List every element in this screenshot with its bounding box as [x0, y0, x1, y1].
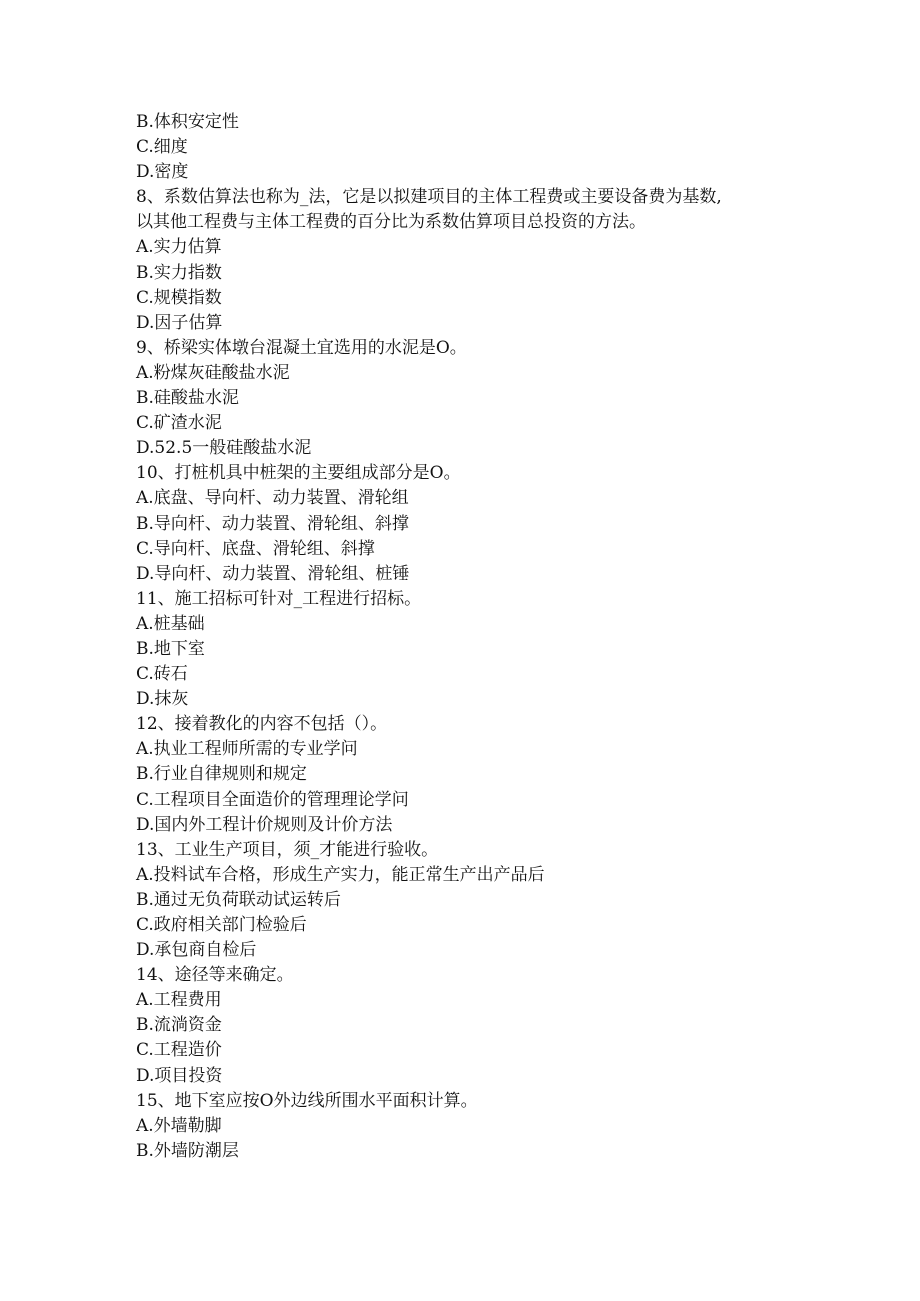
question-line: 10、打桩机具中桩架的主要组成部分是O。 — [136, 463, 461, 484]
option-line: A.底盘、导向杆、动力装置、滑轮组 — [136, 488, 409, 509]
question-line: 9、桥梁实体墩台混凝土宜选用的水泥是O。 — [136, 337, 467, 358]
option-line: D.密度 — [136, 162, 189, 183]
option-line: C.工程造价 — [136, 1040, 222, 1061]
option-line: A.粉煤灰硅酸盐水泥 — [136, 362, 290, 383]
question-line: 13、工业生产项目，须_才能进行验收。 — [136, 839, 439, 860]
option-line: D.承包商自检后 — [136, 940, 257, 961]
option-line: B.流淌资金 — [136, 1015, 222, 1036]
option-line: C.规模指数 — [136, 287, 222, 308]
option-line: D.导向杆、动力装置、滑轮组、桩锤 — [136, 563, 410, 584]
option-line: A.工程费用 — [136, 990, 222, 1011]
option-line: C.细度 — [136, 137, 188, 158]
option-line: B.实力指数 — [136, 262, 222, 283]
option-line: C.矿渣水泥 — [136, 413, 222, 434]
option-line: D.国内外工程计价规则及计价方法 — [136, 814, 393, 835]
option-line: D.抹灰 — [136, 689, 189, 710]
question-line: 11、施工招标可针对_工程进行招标。 — [136, 588, 422, 609]
option-line: B.地下室 — [136, 638, 205, 659]
option-line: A.实力估算 — [136, 237, 222, 258]
option-line: A.执业工程师所需的专业学问 — [136, 739, 358, 760]
option-line: A.外墙勒脚 — [136, 1115, 222, 1136]
option-line: B.体积安定性 — [136, 112, 239, 132]
option-line: C.政府相关部门检验后 — [136, 915, 307, 935]
option-line: D.52.5一般硅酸盐水泥 — [136, 438, 312, 459]
question-line: 8、系数估算法也称为_法，它是以拟建项目的主体工程费或主要设备费为基数, — [136, 187, 722, 208]
question-line: 14、途径等来确定。 — [136, 965, 294, 986]
option-line: C.砖石 — [136, 664, 188, 685]
option-line: B.导向杆、动力装置、滑轮组、斜撑 — [136, 513, 409, 534]
option-line: C.工程项目全面造价的管理理论学问 — [136, 789, 409, 810]
option-line: B.外墙防潮层 — [136, 1140, 239, 1161]
question-line-continued: 以其他工程费与主体工程费的百分比为系数估算项目总投资的方法。 — [136, 212, 646, 233]
option-line: D.因子估算 — [136, 312, 223, 333]
option-line: A.投料试车合格，形成生产实力，能正常生产出产品后 — [136, 864, 545, 885]
option-line: B.硅酸盐水泥 — [136, 388, 239, 409]
option-line: B.通过无负荷联动试运转后 — [136, 889, 341, 910]
question-line: 12、接着教化的内容不包括（）。 — [136, 714, 388, 735]
option-line: C.导向杆、底盘、滑轮组、斜撑 — [136, 538, 375, 559]
question-line: 15、地下室应按O外边线所围水平面积计算。 — [136, 1090, 478, 1111]
option-line: B.行业自律规则和规定 — [136, 764, 307, 785]
option-line: D.项目投资 — [136, 1065, 223, 1086]
option-line: A.桩基础 — [136, 613, 205, 634]
question-text-block — [136, 110, 786, 1164]
